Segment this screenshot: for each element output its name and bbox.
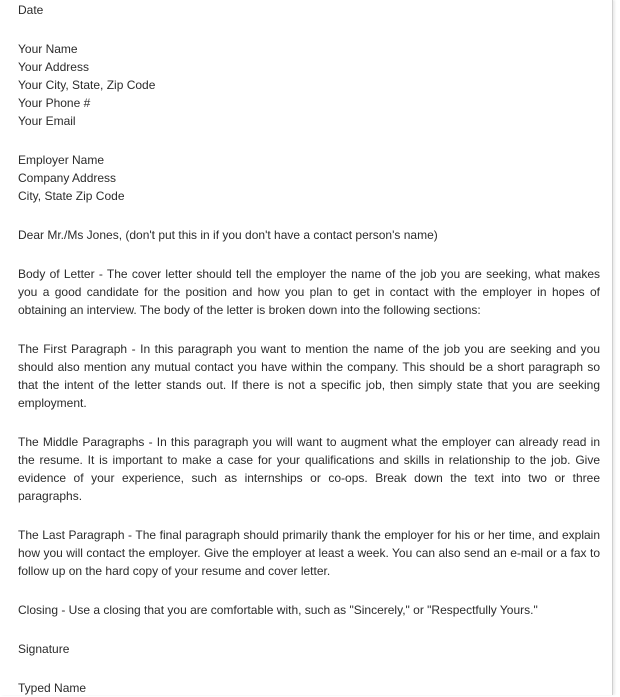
closing-line: Closing - Use a closing that you are comfortable with, such as "Sincerely," or "Respectfully Yours." xyxy=(18,603,538,617)
date-line: Date xyxy=(18,3,44,17)
sender-name: Your Name xyxy=(18,42,78,56)
sender-city: Your City, State, Zip Code xyxy=(18,78,156,92)
last-paragraph: The Last Paragraph - The final paragraph should primarily thank the employer for his or her time, and explain how you will contact the employer. Give the employer at least a week. You can also send an e-mail or a fax to follow up on the hard copy of your resume and cover letter. xyxy=(18,528,600,578)
body-of-letter-paragraph: Body of Letter - The cover letter should tell the employer the name of the job you are seeking, what makes you a good candidate for the position and how you plan to get in contact with the employer in hopes of obtaining an interview. The body of the letter is broken down into the following sections: xyxy=(18,267,600,317)
sender-phone: Your Phone # xyxy=(18,96,91,110)
first-paragraph: The First Paragraph - In this paragraph you want to mention the name of the job you are seeking and you should also mention any mutual contact you have within the company. This should be a short paragraph so that the intent of the letter stands out. If there is not a specific job, then simply state that you are seeking employment. xyxy=(18,342,600,410)
sender-block xyxy=(18,40,600,130)
employer-name: Employer Name xyxy=(18,153,105,167)
salutation: Dear Mr./Ms Jones, (don't put this in if you don't have a contact person's name) xyxy=(18,228,438,242)
middle-paragraphs: The Middle Paragraphs - In this paragraph you will want to augment what the employer can already read in the resume. It is important to make a case for your qualifications and skills in relationship to the job. Give evidence of your experience, such as internships or co-ops. Break down the text into two or three paragraphs. xyxy=(18,435,600,503)
typed-name-line: Typed Name xyxy=(18,681,87,695)
sender-address: Your Address xyxy=(18,60,89,74)
letter-content xyxy=(18,1,600,697)
sender-email: Your Email xyxy=(18,114,76,128)
employer-city: City, State Zip Code xyxy=(18,189,125,203)
signature-line: Signature xyxy=(18,642,70,656)
employer-block xyxy=(18,151,600,205)
employer-address: Company Address xyxy=(18,171,117,185)
